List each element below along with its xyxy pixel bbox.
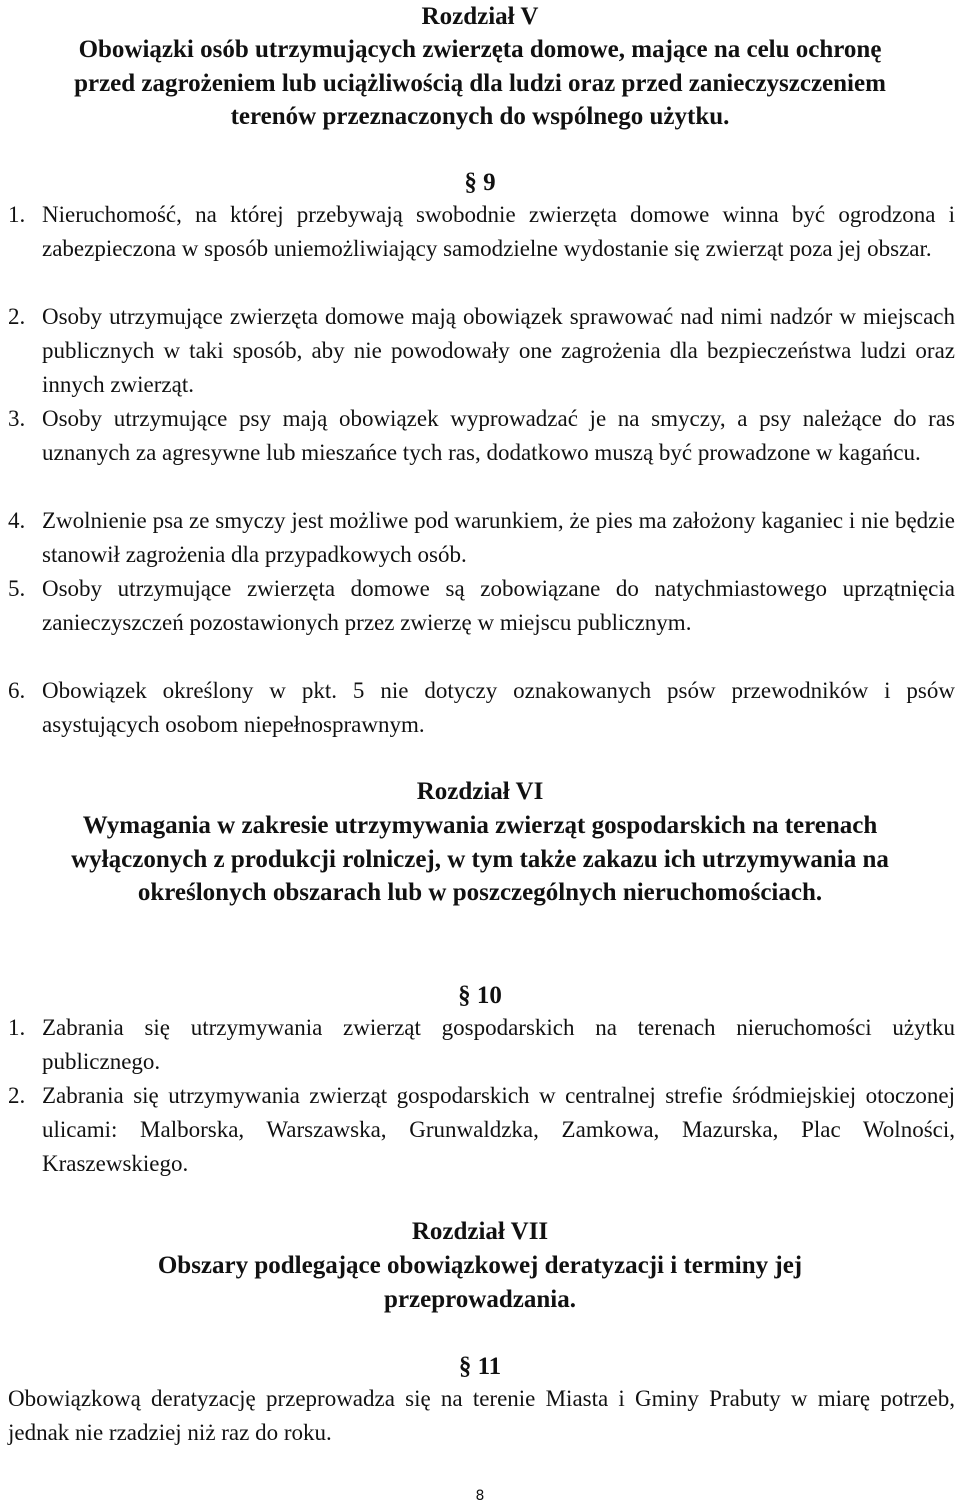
chapter-7-title: Obszary podlegające obowiązkowej deratyzacji i terminy jej przeprowadzania. — [157, 1252, 803, 1313]
chapter-6-title: Wymagania w zakresie utrzymywania zwierząt gospodarskich na terenach wyłączonych z produkcji rolniczej, w tym także zakazu ich utrzymywania na określonych obszarach lub w poszczególnych nieruchomościach. — [71, 812, 889, 906]
item-number: 5. — [8, 576, 26, 601]
item-number: 2. — [8, 1083, 26, 1108]
list-item — [8, 300, 955, 401]
chapter-6-label: Rozdział VI — [416, 778, 544, 805]
item-text: Nieruchomość, na której przebywają swobodnie zwierzęta domowe winna być ogrodzona i zabezpieczona w sposób uniemożliwiający samodzielne wydostanie się zwierząt poza jej obszar. — [42, 202, 955, 261]
page-number: 8 — [475, 1488, 485, 1504]
paragraph-number: 9 — [483, 169, 496, 196]
chapter-5-label: Rozdział V — [421, 3, 539, 30]
list-item — [8, 572, 955, 640]
item-text: Obowiązek określony w pkt. 5 nie dotyczy oznakowanych psów przewodników i psów asystujących osobom niepełnosprawnym. — [42, 678, 955, 737]
chapter-7-label: Rozdział VII — [411, 1218, 549, 1245]
item-text: Osoby utrzymujące psy mają obowiązek wyprowadzać je na smyczy, a psy należące do ras uznanych za agresywne lub mieszańce tych ras, dodatkowo muszą być prowadzone w kagańcu. — [42, 406, 955, 465]
item-number: 6. — [8, 678, 26, 703]
paragraph-number: 11 — [477, 1353, 502, 1380]
paragraph-number: 10 — [476, 982, 502, 1009]
list-item — [8, 674, 955, 742]
section-sign: § — [464, 169, 477, 196]
chapter-5-title: Obowiązki osób utrzymujących zwierzęta domowe, mające na celu ochronę przed zagrożeniem lub uciążliwością dla ludzi oraz przed zanieczyszczeniem terenów przeznaczonych do wspólnego użytku. — [74, 36, 886, 130]
item-number: 2. — [8, 304, 26, 329]
list-item — [8, 198, 955, 266]
item-number: 4. — [8, 508, 26, 533]
item-number: 1. — [8, 202, 26, 227]
list-item — [8, 504, 955, 572]
paragraph-11-heading — [0, 1350, 960, 1383]
section-sign: § — [458, 982, 471, 1009]
paragraph-9-heading — [0, 166, 960, 199]
item-number: 3. — [8, 406, 26, 431]
item-text: Osoby utrzymujące zwierzęta domowe mają obowiązek sprawować nad nimi nadzór w miejscach publicznych w taki sposób, aby nie powodowały one zagrożenia dla bezpieczeństwa ludzi oraz innych zwierząt. — [42, 304, 955, 397]
section-sign: § — [458, 1353, 472, 1380]
list-item — [8, 402, 955, 470]
item-text: Zwolnienie psa ze smyczy jest możliwe pod warunkiem, że pies ma założony kaganiec i nie będzie stanowił zagrożenia dla przypadkowych osób. — [42, 508, 955, 567]
list-item — [8, 1079, 955, 1180]
item-number: 1. — [8, 1015, 26, 1040]
paragraph-10-heading — [0, 979, 960, 1012]
item-text: Zabrania się utrzymywania zwierząt gospodarskich na terenach nieruchomości użytku publicznego. — [42, 1015, 955, 1074]
item-text: Zabrania się utrzymywania zwierząt gospodarskich w centralnej strefie śródmiejskiej otoczonej ulicami: Malborska, Warszawska, Grunwaldzka, Zamkowa, Mazurska, Plac Wolności, Kraszewskiego. — [42, 1083, 955, 1176]
item-text: Osoby utrzymujące zwierzęta domowe są zobowiązane do natychmiastowego uprzątnięcia zanieczyszczeń pozostawionych przez zwierzę w miejscu publicznym. — [42, 576, 955, 635]
list-item — [8, 1011, 955, 1079]
paragraph-11-text: Obowiązkową deratyzację przeprowadza się na terenie Miasta i Gminy Prabuty w miarę potrzeb, jednak nie rzadziej niż raz do roku. — [8, 1386, 955, 1445]
